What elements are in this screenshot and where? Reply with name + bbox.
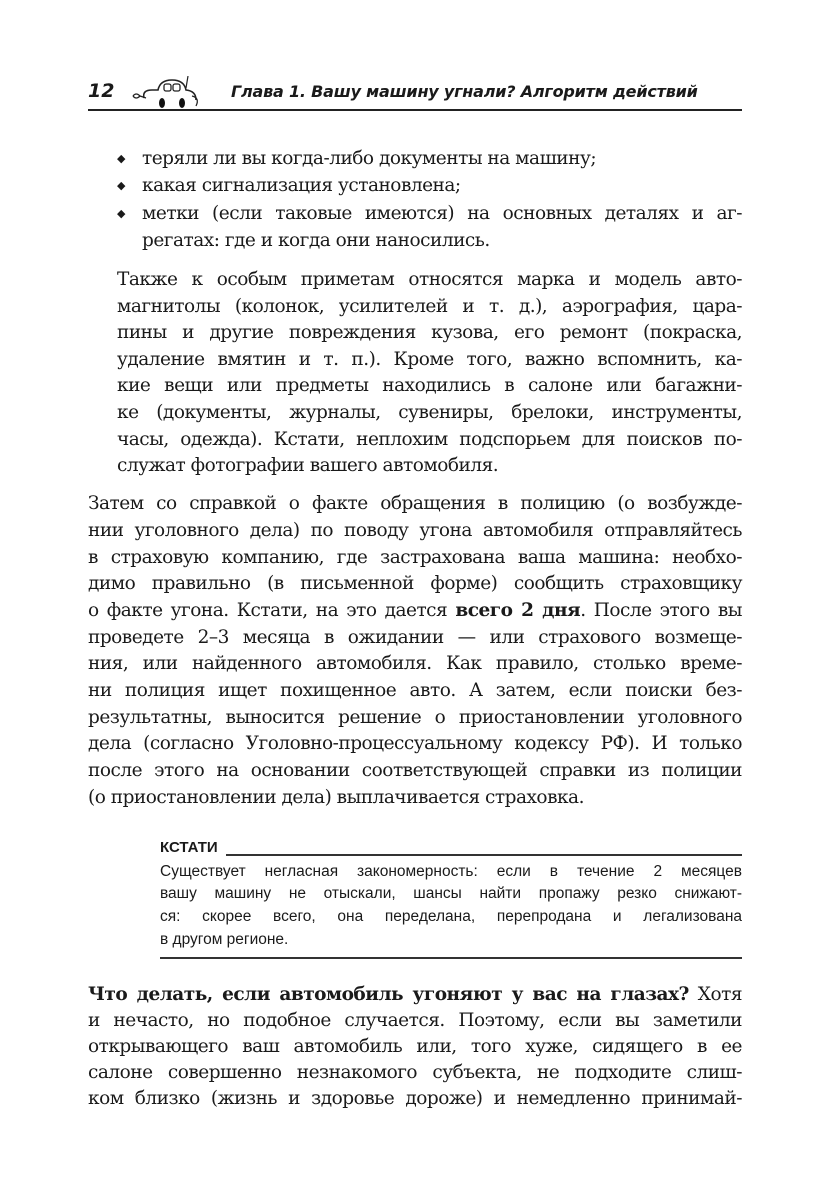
- car-icon: [130, 76, 220, 112]
- text-line: в страховую компанию, где застрахована ваша машина: необхо-: [88, 547, 742, 568]
- note-line: в другом регионе.: [160, 931, 289, 948]
- note-line: ся: скорее всего, она переделана, перепродана и легализована: [160, 908, 742, 925]
- bottom-rule: [160, 957, 742, 959]
- text-line: салоне совершенно незнакомого субъекта, не подходите слиш-: [88, 1062, 742, 1083]
- text-line: служат фотографии вашего автомобиля.: [117, 455, 499, 476]
- bullet-icon: ◆: [117, 179, 126, 192]
- text-run: Хотя: [688, 984, 742, 1005]
- bullet-icon: ◆: [117, 152, 126, 165]
- note-heading: КСТАТИ: [160, 839, 218, 856]
- text-line: Также к особым приметам относятся марка и модель авто-: [117, 269, 742, 290]
- text-line: дела (согласно Уголовно-процессуальному кодексу РФ). И только: [88, 733, 742, 754]
- text-line: проведете 2–3 месяца в ожидании — или страхового возмеще-: [88, 627, 742, 648]
- text-line: Затем со справкой о факте обращения в полицию (о возбужде-: [88, 493, 742, 514]
- text-line: [88, 600, 742, 622]
- page-number: 12: [88, 80, 115, 102]
- text-line: [88, 984, 742, 1006]
- text-run: о факте угона. Кстати, на это дается: [88, 600, 456, 621]
- bullet-item: метки (если таковые имеются) на основных деталях и аг-: [142, 203, 742, 224]
- text-line: магнитолы (колонок, усилителей и т. д.), аэрография, цара-: [117, 296, 742, 317]
- text-run: . После этого вы: [580, 600, 743, 621]
- bold-question: Что делать, если автомобиль угоняют у вас на глазах?: [88, 984, 689, 1005]
- text-line: димо правильно (в письменной форме) сообщить страховщику: [88, 573, 742, 594]
- chapter-title: Глава 1. Вашу машину угнали? Алгоритм действий: [231, 82, 698, 101]
- text-line: результатны, выносится решение о приостановлении уголовного: [88, 707, 742, 728]
- text-line: ни полиция ищет похищенное авто. А затем, если поиски без-: [88, 680, 742, 701]
- bullet-item-cont: регатах: где и когда они наносились.: [142, 230, 490, 251]
- text-line: пины и другие повреждения кузова, его ремонт (покраска,: [117, 322, 742, 343]
- text-line: и нечасто, но подобное случается. Поэтому, если вы заметили: [88, 1010, 742, 1031]
- text-line: часы, одежда). Кстати, неплохим подспорьем для поисков по-: [117, 429, 742, 450]
- text-line: ком близко (жизнь и здоровье дороже) и немедленно принимай-: [88, 1088, 742, 1109]
- text-line: открывающего ваш автомобиль или, того хуже, сидящего в ее: [88, 1036, 742, 1057]
- note-line: вашу машину не отыскали, шансы найти пропажу резко снижают-: [160, 885, 742, 902]
- emphasis-two-days: всего 2 дня: [455, 600, 581, 621]
- text-line: после этого на основании соответствующей справки из полиции: [88, 760, 742, 781]
- header-rule: [88, 109, 742, 111]
- text-line: кие вещи или предметы находились в салоне или багажни-: [117, 375, 742, 396]
- text-line: ния, или найденного автомобиля. Как правило, столько време-: [88, 653, 742, 674]
- running-header: [88, 76, 742, 110]
- text-line: (о приостановлении дела) выплачивается страховка.: [88, 787, 584, 808]
- sidebar-note-box: [160, 840, 742, 962]
- bullet-item: теряли ли вы когда-либо документы на машину;: [142, 148, 597, 169]
- text-line: ке (документы, журналы, сувениры, брелоки, инструменты,: [117, 402, 742, 423]
- text-line: удаление вмятин и т. п.). Кроме того, важно вспомнить, ка-: [117, 349, 742, 370]
- bullet-item: какая сигнализация установлена;: [142, 175, 461, 196]
- bullet-icon: ◆: [117, 207, 126, 220]
- note-line: Существует негласная закономерность: если в течение 2 месяцев: [160, 863, 742, 880]
- text-line: нии уголовного дела) по поводу угона автомобиля отправляйтесь: [88, 520, 742, 541]
- heading-rule: [226, 854, 742, 856]
